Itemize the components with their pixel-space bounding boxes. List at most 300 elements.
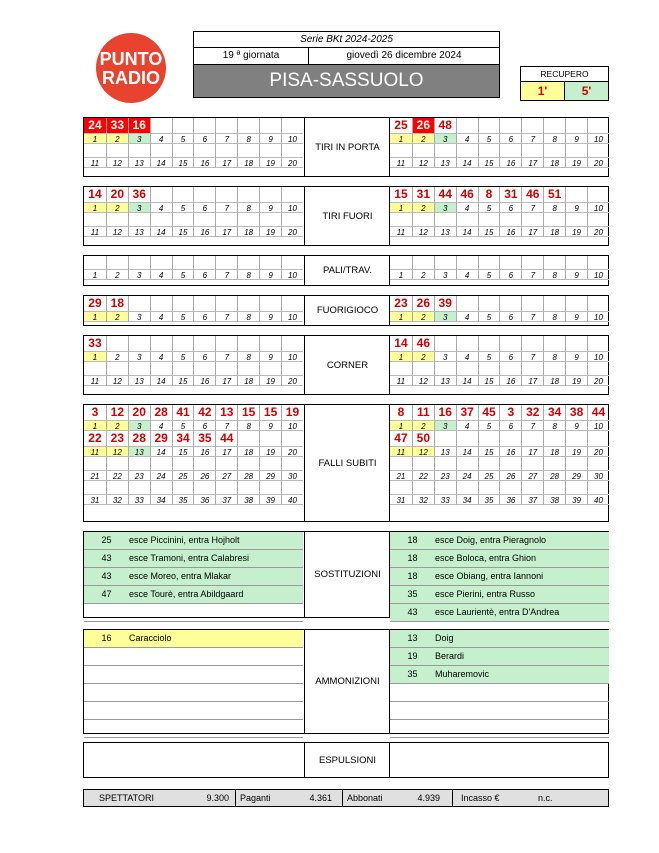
minute-index: 17 (215, 446, 237, 457)
event-minute: 16 (101, 633, 112, 643)
stat-value: 46 (521, 187, 543, 202)
recupero-second-half: 5' (565, 82, 608, 100)
minute-index: 29 (259, 470, 281, 481)
minute-index: 8 (543, 311, 565, 322)
event-description: Muharemovic (435, 669, 490, 679)
stat-value: 28 (150, 405, 172, 420)
minute-index: 18 (543, 157, 565, 168)
substitutions-home (84, 532, 303, 617)
recupero-title: RECUPERO (521, 67, 608, 82)
stat-value: 39 (434, 296, 456, 311)
stat-value: 33 (106, 118, 128, 133)
minute-index: 19 (565, 226, 587, 237)
minute-index: 21 (390, 470, 412, 481)
minute-index: 13 (434, 157, 456, 168)
falli-home (84, 405, 303, 521)
minute-index: 4 (150, 269, 172, 280)
minute-index: 18 (237, 375, 259, 386)
minute-index: 30 (587, 470, 609, 481)
minute-index: 7 (521, 202, 543, 213)
minute-index: 4 (456, 202, 478, 213)
minute-index: 20 (587, 375, 609, 386)
expulsions-label: ESPULSIONI (304, 743, 390, 777)
event-minute: 18 (407, 571, 418, 581)
minute-index: 14 (456, 157, 478, 168)
stat-value: 46 (456, 187, 478, 202)
falli-label: FALLI SUBITI (304, 405, 390, 521)
stat-value: 44 (215, 431, 237, 446)
minute-index: 1 (84, 133, 106, 144)
minute-index: 7 (215, 269, 237, 280)
minute-index: 40 (587, 494, 609, 505)
minute-index: 6 (193, 202, 215, 213)
corner-section (83, 335, 609, 395)
recupero-first-half: 1' (521, 82, 565, 100)
minute-index: 8 (237, 202, 259, 213)
minute-index: 12 (106, 226, 128, 237)
minute-index: 7 (215, 311, 237, 322)
stat-value: 31 (412, 187, 434, 202)
minute-index: 1 (390, 351, 412, 362)
stat-value: 18 (106, 296, 128, 311)
stat-value: 20 (128, 405, 150, 420)
minute-index: 32 (412, 494, 434, 505)
pali-section (83, 255, 609, 286)
minute-index: 1 (390, 311, 412, 322)
stat-value: 11 (412, 405, 434, 420)
minute-index: 9 (259, 269, 281, 280)
stat-value: 33 (88, 336, 102, 350)
tiri-porta-section (83, 117, 609, 177)
minute-index: 5 (478, 202, 500, 213)
minute-index: 4 (456, 420, 478, 431)
minute-index: 3 (128, 133, 150, 144)
match-date: giovedì 26 dicembre 2024 (346, 50, 462, 61)
expulsions-home (84, 743, 303, 777)
minute-index: 5 (478, 133, 500, 144)
minute-index: 18 (237, 446, 259, 457)
minute-index: 19 (565, 157, 587, 168)
spectators-label: SPETTATORI (99, 793, 155, 803)
minute-index: 18 (237, 226, 259, 237)
minute-index: 19 (565, 375, 587, 386)
minute-index: 11 (84, 375, 106, 386)
corner-home (84, 336, 303, 394)
minute-index: 5 (172, 269, 194, 280)
event-minute: 43 (101, 553, 112, 563)
logo-line1: PUNTO (99, 49, 163, 69)
minute-index: 2 (106, 202, 128, 213)
stat-value: 22 (88, 431, 102, 445)
fuorigioco-section (83, 295, 609, 326)
event-description: esce Piccinini, entra Hojholt (129, 535, 240, 545)
minute-index: 5 (172, 351, 194, 362)
minute-index: 30 (281, 470, 303, 481)
tiri-fuori-label: TIRI FUORI (304, 187, 390, 245)
minute-index: 11 (390, 446, 412, 457)
minute-index: 1 (390, 133, 412, 144)
event-minute: 25 (101, 535, 112, 545)
minute-index: 3 (434, 311, 456, 322)
stat-value: 35 (193, 431, 215, 446)
stat-value: 15 (394, 187, 408, 201)
minute-index: 2 (106, 420, 128, 431)
minute-index: 1 (390, 420, 412, 431)
minute-index: 28 (543, 470, 565, 481)
minute-index: 6 (499, 311, 521, 322)
stat-value: 50 (412, 431, 434, 446)
minute-index: 13 (434, 226, 456, 237)
minute-index: 9 (565, 133, 587, 144)
minute-index: 6 (193, 420, 215, 431)
minute-index: 3 (128, 202, 150, 213)
match-title: PISA-SASSUOLO (194, 65, 499, 97)
minute-index: 15 (478, 375, 500, 386)
minute-index: 37 (521, 494, 543, 505)
minute-index: 11 (390, 157, 412, 168)
minute-index: 15 (172, 446, 194, 457)
stat-value: 34 (172, 431, 194, 446)
minute-index: 20 (587, 157, 609, 168)
minute-index: 19 (259, 157, 281, 168)
minute-index: 11 (84, 446, 106, 457)
minute-index: 7 (521, 420, 543, 431)
stat-value: 16 (128, 118, 150, 133)
minute-index: 6 (499, 351, 521, 362)
bookings-home (84, 630, 303, 733)
minute-index: 18 (543, 375, 565, 386)
minute-index: 23 (128, 470, 150, 481)
minute-index: 11 (390, 226, 412, 237)
minute-index: 10 (281, 133, 303, 144)
minute-index: 18 (543, 226, 565, 237)
minute-index: 21 (84, 470, 106, 481)
minute-index: 2 (412, 420, 434, 431)
minute-index: 2 (412, 269, 434, 280)
falli-section (83, 404, 609, 522)
minute-index: 12 (412, 375, 434, 386)
event-minute: 18 (407, 535, 418, 545)
minute-index: 14 (150, 446, 172, 457)
minute-index: 18 (237, 157, 259, 168)
minute-index: 39 (565, 494, 587, 505)
minute-index: 17 (215, 375, 237, 386)
minute-index: 5 (478, 351, 500, 362)
minute-index: 1 (390, 202, 412, 213)
stat-value: 20 (106, 187, 128, 202)
event-description: esce Obiang, entra Iannoni (435, 571, 544, 581)
minute-index: 19 (259, 446, 281, 457)
minute-index: 10 (587, 269, 609, 280)
minute-index: 10 (587, 351, 609, 362)
minute-index: 20 (281, 226, 303, 237)
minute-index: 26 (193, 470, 215, 481)
stat-value: 12 (106, 405, 128, 420)
minute-index: 31 (390, 494, 412, 505)
minute-index: 8 (543, 202, 565, 213)
minute-index: 10 (281, 269, 303, 280)
minute-index: 17 (521, 375, 543, 386)
minute-index: 36 (193, 494, 215, 505)
minute-index: 8 (543, 133, 565, 144)
attendance-footer (83, 789, 609, 807)
spectators-value: 9.300 (174, 790, 236, 806)
minute-index: 1 (84, 269, 106, 280)
minute-index: 4 (150, 420, 172, 431)
minute-index: 1 (390, 269, 412, 280)
minute-index: 20 (281, 446, 303, 457)
minute-index: 16 (193, 446, 215, 457)
stat-value: 42 (193, 405, 215, 420)
pali-label: PALI/TRAV. (304, 256, 390, 285)
minute-index: 6 (193, 269, 215, 280)
minute-index: 14 (150, 375, 172, 386)
minute-index: 4 (150, 133, 172, 144)
stat-value: 47 (394, 431, 408, 445)
minute-index: 5 (172, 311, 194, 322)
minute-index: 27 (521, 470, 543, 481)
corner-away (389, 336, 609, 394)
minute-index: 3 (434, 202, 456, 213)
minute-index: 7 (521, 311, 543, 322)
tiri-fuori-away (389, 187, 609, 245)
stat-value: 44 (434, 187, 456, 202)
minute-index: 3 (128, 311, 150, 322)
event-description: esce Pierini, entra Russo (435, 589, 536, 599)
minute-index: 16 (193, 226, 215, 237)
round: 19 ª giornata (194, 48, 309, 64)
substitutions-section (83, 531, 609, 618)
event-description: Berardi (435, 651, 465, 661)
event-description: esce Doig, entra Pieragnolo (435, 535, 547, 545)
minute-index: 15 (478, 446, 500, 457)
minute-index: 35 (478, 494, 500, 505)
minute-index: 16 (193, 375, 215, 386)
minute-index: 10 (587, 420, 609, 431)
minute-index: 25 (172, 470, 194, 481)
minute-index: 2 (412, 351, 434, 362)
stat-value: 19 (281, 405, 303, 420)
minute-index: 3 (128, 269, 150, 280)
event-description: esce Tourè, entra Abildgaard (129, 589, 244, 599)
minute-index: 13 (434, 375, 456, 386)
minute-index: 8 (237, 420, 259, 431)
event-description: esce Tramoni, entra Calabresi (129, 553, 250, 563)
minute-index: 4 (150, 351, 172, 362)
minute-index: 5 (172, 202, 194, 213)
substitutions-away (389, 532, 609, 617)
minute-index: 8 (237, 351, 259, 362)
minute-index: 12 (106, 157, 128, 168)
minute-index: 23 (434, 470, 456, 481)
stat-value: 36 (128, 187, 150, 202)
minute-index: 20 (587, 446, 609, 457)
minute-index: 10 (281, 311, 303, 322)
minute-index: 10 (587, 133, 609, 144)
minute-index: 3 (128, 351, 150, 362)
event-minute: 19 (407, 651, 418, 661)
minute-index: 11 (84, 226, 106, 237)
bookings-label: AMMONIZIONI (304, 630, 390, 733)
pali-home (84, 256, 303, 285)
minute-index: 22 (412, 470, 434, 481)
minute-index: 10 (281, 351, 303, 362)
minute-index: 2 (412, 133, 434, 144)
minute-index: 15 (172, 226, 194, 237)
minute-index: 1 (84, 351, 106, 362)
minute-index: 20 (281, 375, 303, 386)
minute-index: 3 (434, 269, 456, 280)
minute-index: 15 (172, 375, 194, 386)
minute-index: 25 (478, 470, 500, 481)
minute-index: 33 (434, 494, 456, 505)
paying-label: Paganti (240, 793, 271, 803)
minute-index: 40 (281, 494, 303, 505)
minute-index: 37 (215, 494, 237, 505)
minute-index: 10 (587, 202, 609, 213)
minute-index: 16 (499, 157, 521, 168)
minute-index: 38 (237, 494, 259, 505)
stat-value: 48 (434, 118, 456, 133)
minute-index: 13 (128, 446, 150, 457)
minute-index: 2 (106, 269, 128, 280)
minute-index: 9 (565, 420, 587, 431)
minute-index: 20 (587, 226, 609, 237)
minute-index: 3 (128, 420, 150, 431)
stat-value: 41 (172, 405, 194, 420)
minute-index: 9 (259, 351, 281, 362)
minute-index: 11 (390, 375, 412, 386)
logo-line2: RADIO (102, 68, 160, 88)
minute-index: 8 (543, 269, 565, 280)
minute-index: 16 (193, 157, 215, 168)
minute-index: 11 (84, 157, 106, 168)
event-minute: 47 (101, 589, 112, 599)
minute-index: 6 (499, 133, 521, 144)
minute-index: 4 (150, 202, 172, 213)
stat-value: 26 (412, 296, 434, 311)
stat-value: 15 (259, 405, 281, 420)
minute-index: 15 (478, 226, 500, 237)
minute-index: 1 (84, 202, 106, 213)
minute-index: 10 (281, 420, 303, 431)
event-description: esce Laurientè, entra D'Andrea (435, 607, 560, 617)
minute-index: 17 (521, 226, 543, 237)
stat-value: 23 (106, 431, 128, 446)
minute-index: 17 (215, 157, 237, 168)
minute-index: 3 (434, 420, 456, 431)
subscribers-value: 4.939 (398, 790, 453, 806)
tiri-fuori-home (84, 187, 303, 245)
minute-index: 12 (412, 226, 434, 237)
stat-value: 8 (478, 187, 500, 202)
minute-index: 8 (543, 351, 565, 362)
minute-index: 12 (412, 157, 434, 168)
falli-away (389, 405, 609, 521)
minute-index: 7 (521, 269, 543, 280)
stat-value: 8 (397, 405, 405, 419)
minute-index: 22 (106, 470, 128, 481)
event-minute: 35 (407, 669, 418, 679)
minute-index: 9 (565, 311, 587, 322)
minute-index: 31 (84, 494, 106, 505)
minute-index: 14 (456, 226, 478, 237)
minute-index: 4 (456, 269, 478, 280)
minute-index: 2 (106, 311, 128, 322)
minute-index: 28 (237, 470, 259, 481)
minute-index: 5 (478, 269, 500, 280)
minute-index: 9 (259, 202, 281, 213)
series-title: Serie BKt 2024-2025 (194, 32, 499, 48)
minute-index: 4 (456, 133, 478, 144)
minute-index: 9 (259, 420, 281, 431)
minute-index: 5 (478, 311, 500, 322)
minute-index: 27 (215, 470, 237, 481)
minute-index: 14 (150, 157, 172, 168)
minute-index: 2 (412, 311, 434, 322)
minute-index: 26 (499, 470, 521, 481)
event-minute: 43 (101, 571, 112, 581)
minute-index: 3 (434, 351, 456, 362)
minute-index: 8 (237, 133, 259, 144)
recupero-box (520, 66, 609, 101)
match-header (193, 31, 500, 98)
minute-index: 38 (543, 494, 565, 505)
stat-value: 44 (587, 405, 609, 420)
minute-index: 19 (259, 375, 281, 386)
stat-value: 37 (456, 405, 478, 420)
minute-index: 2 (106, 351, 128, 362)
minute-index: 6 (499, 202, 521, 213)
minute-index: 34 (150, 494, 172, 505)
minute-index: 10 (281, 202, 303, 213)
minute-index: 3 (434, 133, 456, 144)
expulsions-section (83, 742, 609, 778)
stat-value: 38 (565, 405, 587, 420)
minute-index: 9 (565, 269, 587, 280)
minute-index: 12 (106, 375, 128, 386)
takings-label: Incasso € (461, 793, 500, 803)
minute-index: 7 (521, 351, 543, 362)
minute-index: 4 (456, 311, 478, 322)
minute-index: 9 (259, 311, 281, 322)
minute-index: 1 (84, 311, 106, 322)
minute-index: 6 (499, 269, 521, 280)
minute-index: 6 (193, 311, 215, 322)
minute-index: 9 (565, 202, 587, 213)
stat-value: 23 (394, 296, 408, 310)
stat-value: 13 (215, 405, 237, 420)
stat-value: 51 (543, 187, 565, 202)
minute-index: 7 (215, 133, 237, 144)
minute-index: 7 (215, 420, 237, 431)
minute-index: 13 (128, 157, 150, 168)
minute-index: 4 (150, 311, 172, 322)
stat-value: 34 (543, 405, 565, 420)
event-minute: 18 (407, 553, 418, 563)
minute-index: 14 (456, 375, 478, 386)
minute-index: 16 (499, 375, 521, 386)
bookings-section (83, 629, 609, 734)
stat-value: 31 (499, 187, 521, 202)
minute-index: 16 (499, 226, 521, 237)
minute-index: 7 (215, 202, 237, 213)
minute-index: 8 (543, 420, 565, 431)
minute-index: 2 (106, 133, 128, 144)
event-description: Doig (435, 633, 454, 643)
corner-label: CORNER (304, 336, 390, 394)
minute-index: 35 (172, 494, 194, 505)
